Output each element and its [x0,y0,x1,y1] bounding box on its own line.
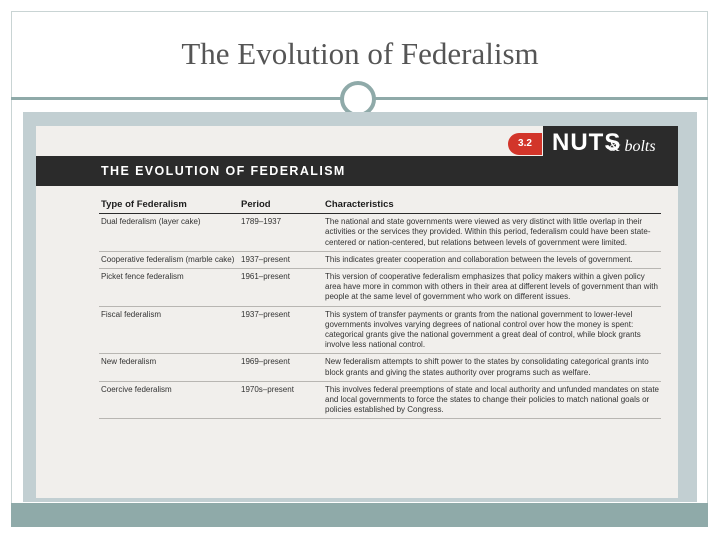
cell-period: 1961–present [239,269,323,307]
cell-type: Cooperative federalism (marble cake) [99,251,239,268]
cell-characteristics: This indicates greater cooperation and collaboration between the levels of government. [323,251,661,268]
cell-period: 1970s–present [239,381,323,419]
header-type: Type of Federalism [99,198,239,214]
figure-number-badge: 3.2 [508,133,542,155]
cell-characteristics: This version of cooperative federalism emphasizes that policy makers within a given policy area have more in common with others in their area at different levels of government than with people at the same level of government who work on different issues. [323,269,661,307]
header-characteristics: Characteristics [323,198,661,214]
header-period: Period [239,198,323,214]
table-row [99,269,661,307]
cell-period: 1789–1937 [239,214,323,252]
table-header-row [99,198,661,214]
table-row [99,381,661,419]
cell-characteristics: New federalism attempts to shift power to the states by consolidating categorical grants into block grants and giving the states authority over programs such as welfare. [323,354,661,381]
cell-type: Coercive federalism [99,381,239,419]
figure-heading: THE EVOLUTION OF FEDERALISM [101,164,346,178]
cell-characteristics: This system of transfer payments or grants from the national government to lower-level governments involves varying degrees of national control over how the money is spent: categorical grants give the national government a great deal of control, while block grants involve less national control. [323,306,661,354]
cell-type: Picket fence federalism [99,269,239,307]
cell-characteristics: This involves federal preemptions of state and local authority and unfunded mandates on state and local governments to force the states to change their policies to match national goals or policies established by Congress. [323,381,661,419]
table-row [99,354,661,381]
cell-characteristics: The national and state governments were viewed as very distinct with little overlap in their activities or the services they provided. Within this period, federalism could have been state-centered or nation-centered, but relations between levels of government were limited. [323,214,661,252]
textbook-figure [36,126,678,498]
table-row [99,214,661,252]
cell-period: 1969–present [239,354,323,381]
cell-period: 1937–present [239,306,323,354]
cell-type: New federalism [99,354,239,381]
cell-type: Dual federalism (layer cake) [99,214,239,252]
federalism-table [99,198,661,419]
brand-sub: & bolts [608,138,656,155]
table-row [99,306,661,354]
footer-band [11,503,708,527]
slide-title: The Evolution of Federalism [181,36,539,71]
table-row [99,251,661,268]
cell-type: Fiscal federalism [99,306,239,354]
brand-main: NUTS [552,129,622,156]
cell-period: 1937–present [239,251,323,268]
